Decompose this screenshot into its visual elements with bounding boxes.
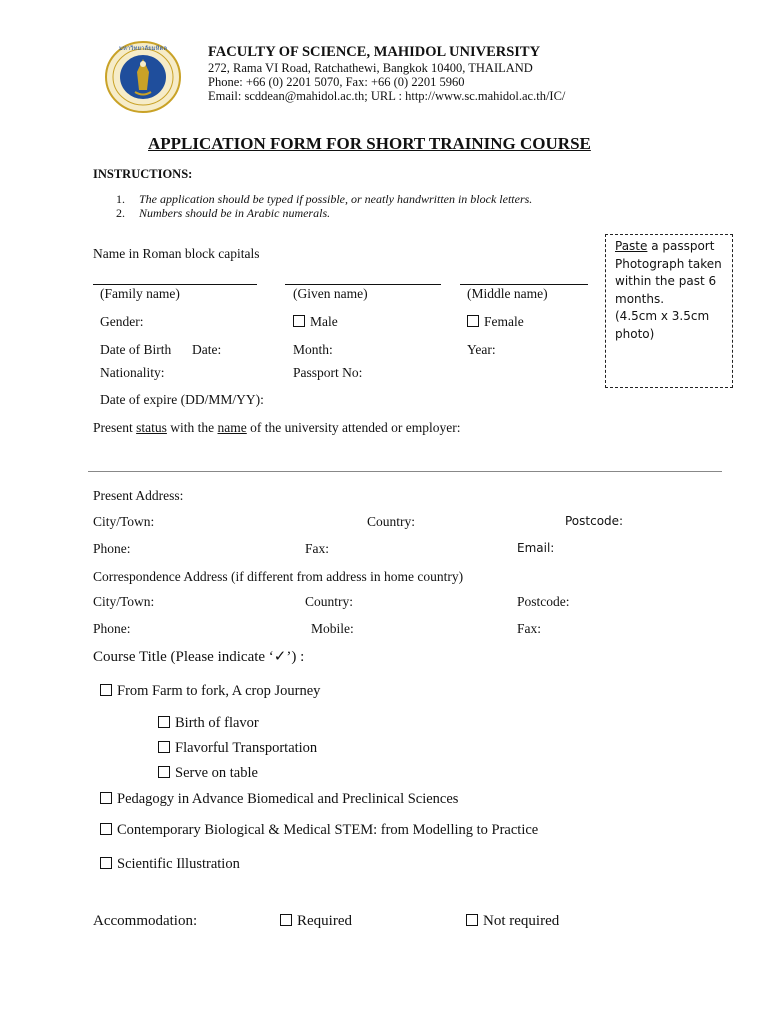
pedagogy-label: Pedagogy in Advance Biomedical and Preclinical Sciences — [117, 791, 459, 807]
nationality-label: Nationality: — [100, 365, 165, 380]
faculty-address: 272, Rama VI Road, Ratchathewi, Bangkok 10400, THAILAND — [208, 61, 533, 75]
present-email-label: Email: — [517, 541, 555, 555]
status-text-3: of the university attended or employer: — [246, 420, 461, 435]
faculty-email: Email: scddean@mahidol.ac.th; URL : http://www.sc.mahidol.ac.th/IC/ — [208, 89, 566, 103]
passport-expire-label: Date of expire (DD/MM/YY): — [100, 392, 264, 407]
male-checkbox[interactable] — [293, 315, 305, 327]
female-checkbox[interactable] — [467, 315, 479, 327]
status-text-2: with the — [166, 420, 218, 435]
course-birth-option[interactable] — [158, 715, 259, 732]
svg-text:มหาวิทยาลัยมหิดล: มหาวิทยาลัยมหิดล — [118, 45, 168, 52]
farm-checkbox[interactable] — [100, 684, 112, 696]
course-stem-option[interactable] — [100, 822, 538, 839]
illustration-label: Scientific Illustration — [117, 856, 240, 872]
status-underlined: status — [136, 420, 167, 435]
accommodation-required-option[interactable] — [280, 913, 352, 930]
female-label: Female — [484, 314, 524, 329]
present-address-heading: Present Address: — [93, 488, 184, 503]
corr-phone-label: Phone: — [93, 621, 131, 636]
gender-label: Gender: — [100, 314, 144, 329]
faculty-phone: Phone: +66 (0) 2201 5070, Fax: +66 (0) 2201 5960 — [208, 75, 465, 89]
gender-male-option[interactable] — [293, 314, 338, 330]
corr-city-label: City/Town: — [93, 594, 155, 609]
instruction-text-2: Numbers should be in Arabic numerals. — [139, 206, 331, 220]
not-required-checkbox[interactable] — [466, 914, 478, 926]
instructions-heading: INSTRUCTIONS: — [93, 167, 193, 181]
instruction-text-1: The application should be typed if possible, or neatly handwritten in block letters. — [139, 192, 533, 206]
family-name-field[interactable] — [93, 284, 257, 285]
family-name-label: (Family name) — [100, 286, 180, 301]
present-city-label: City/Town: — [93, 514, 155, 529]
stem-label: Contemporary Biological & Medical STEM: from Modelling to Practice — [117, 822, 539, 838]
present-status-label — [93, 420, 460, 436]
middle-name-label: (Middle name) — [467, 286, 548, 301]
transport-label: Flavorful Transportation — [175, 740, 318, 756]
given-name-field[interactable] — [285, 284, 441, 285]
present-postcode-label: Postcode: — [565, 514, 624, 528]
status-text-1: Present — [93, 420, 137, 435]
present-fax-label: Fax: — [305, 541, 330, 556]
form-title: APPLICATION FORM FOR SHORT TRAINING COURSE — [148, 134, 591, 153]
photo-line-6: photo) — [615, 326, 655, 341]
accommodation-not-required-option[interactable] — [466, 913, 559, 930]
middle-name-field[interactable] — [460, 284, 588, 285]
photo-line-5: (4.5cm x 3.5cm — [615, 309, 710, 323]
required-label: Required — [297, 913, 352, 929]
photo-line-2: Photograph taken — [615, 256, 722, 271]
faculty-name: FACULTY OF SCIENCE, MAHIDOL UNIVERSITY — [208, 44, 541, 60]
serve-label: Serve on table — [175, 765, 258, 781]
photo-paste-word: Paste — [615, 239, 648, 253]
stem-checkbox[interactable] — [100, 823, 112, 835]
name-underlined: name — [217, 420, 247, 435]
photo-line-4: months. — [615, 291, 665, 306]
farm-label: From Farm to fork, A crop Journey — [117, 683, 321, 699]
not-required-label: Not required — [483, 913, 560, 929]
instruction-num-2: 2. — [116, 206, 125, 220]
dob-month-label: Month: — [293, 342, 333, 357]
required-checkbox[interactable] — [280, 914, 292, 926]
present-country-label: Country: — [367, 514, 416, 529]
given-name-label: (Given name) — [293, 286, 368, 301]
instruction-num-1: 1. — [116, 192, 125, 206]
course-farm-option[interactable] — [100, 683, 320, 700]
pedagogy-checkbox[interactable] — [100, 792, 112, 804]
passport-photo-box[interactable] — [605, 234, 733, 388]
accommodation-label: Accommodation: — [93, 913, 198, 929]
illustration-checkbox[interactable] — [100, 857, 112, 869]
course-illustration-option[interactable] — [100, 856, 240, 873]
corr-fax-label: Fax: — [517, 621, 542, 636]
course-serve-option[interactable] — [158, 765, 258, 782]
university-seal-logo — [104, 40, 182, 114]
transport-checkbox[interactable] — [158, 741, 170, 753]
gender-female-option[interactable] — [467, 314, 524, 330]
corr-country-label: Country: — [305, 594, 354, 609]
corr-postcode-label: Postcode: — [517, 594, 570, 609]
photo-line-3: within the past 6 — [615, 274, 717, 288]
photo-line-1: a passport — [647, 239, 715, 253]
corr-mobile-label: Mobile: — [311, 621, 354, 636]
correspondence-heading: Correspondence Address (if different from address in home country) — [93, 569, 464, 584]
dob-label: Date of Birth — [100, 342, 172, 357]
dob-year-label: Year: — [467, 342, 496, 357]
serve-checkbox[interactable] — [158, 766, 170, 778]
course-transport-option[interactable] — [158, 740, 317, 757]
birth-checkbox[interactable] — [158, 716, 170, 728]
birth-label: Birth of flavor — [175, 715, 259, 731]
course-pedagogy-option[interactable] — [100, 791, 458, 808]
dob-date-label: Date: — [192, 342, 222, 357]
present-phone-label: Phone: — [93, 541, 131, 556]
male-label: Male — [310, 314, 338, 329]
course-title-heading: Course Title (Please indicate ‘✓’) : — [93, 649, 305, 665]
passport-label: Passport No: — [293, 365, 363, 380]
name-label: Name in Roman block capitals — [93, 246, 260, 261]
status-answer-line[interactable] — [88, 471, 722, 472]
